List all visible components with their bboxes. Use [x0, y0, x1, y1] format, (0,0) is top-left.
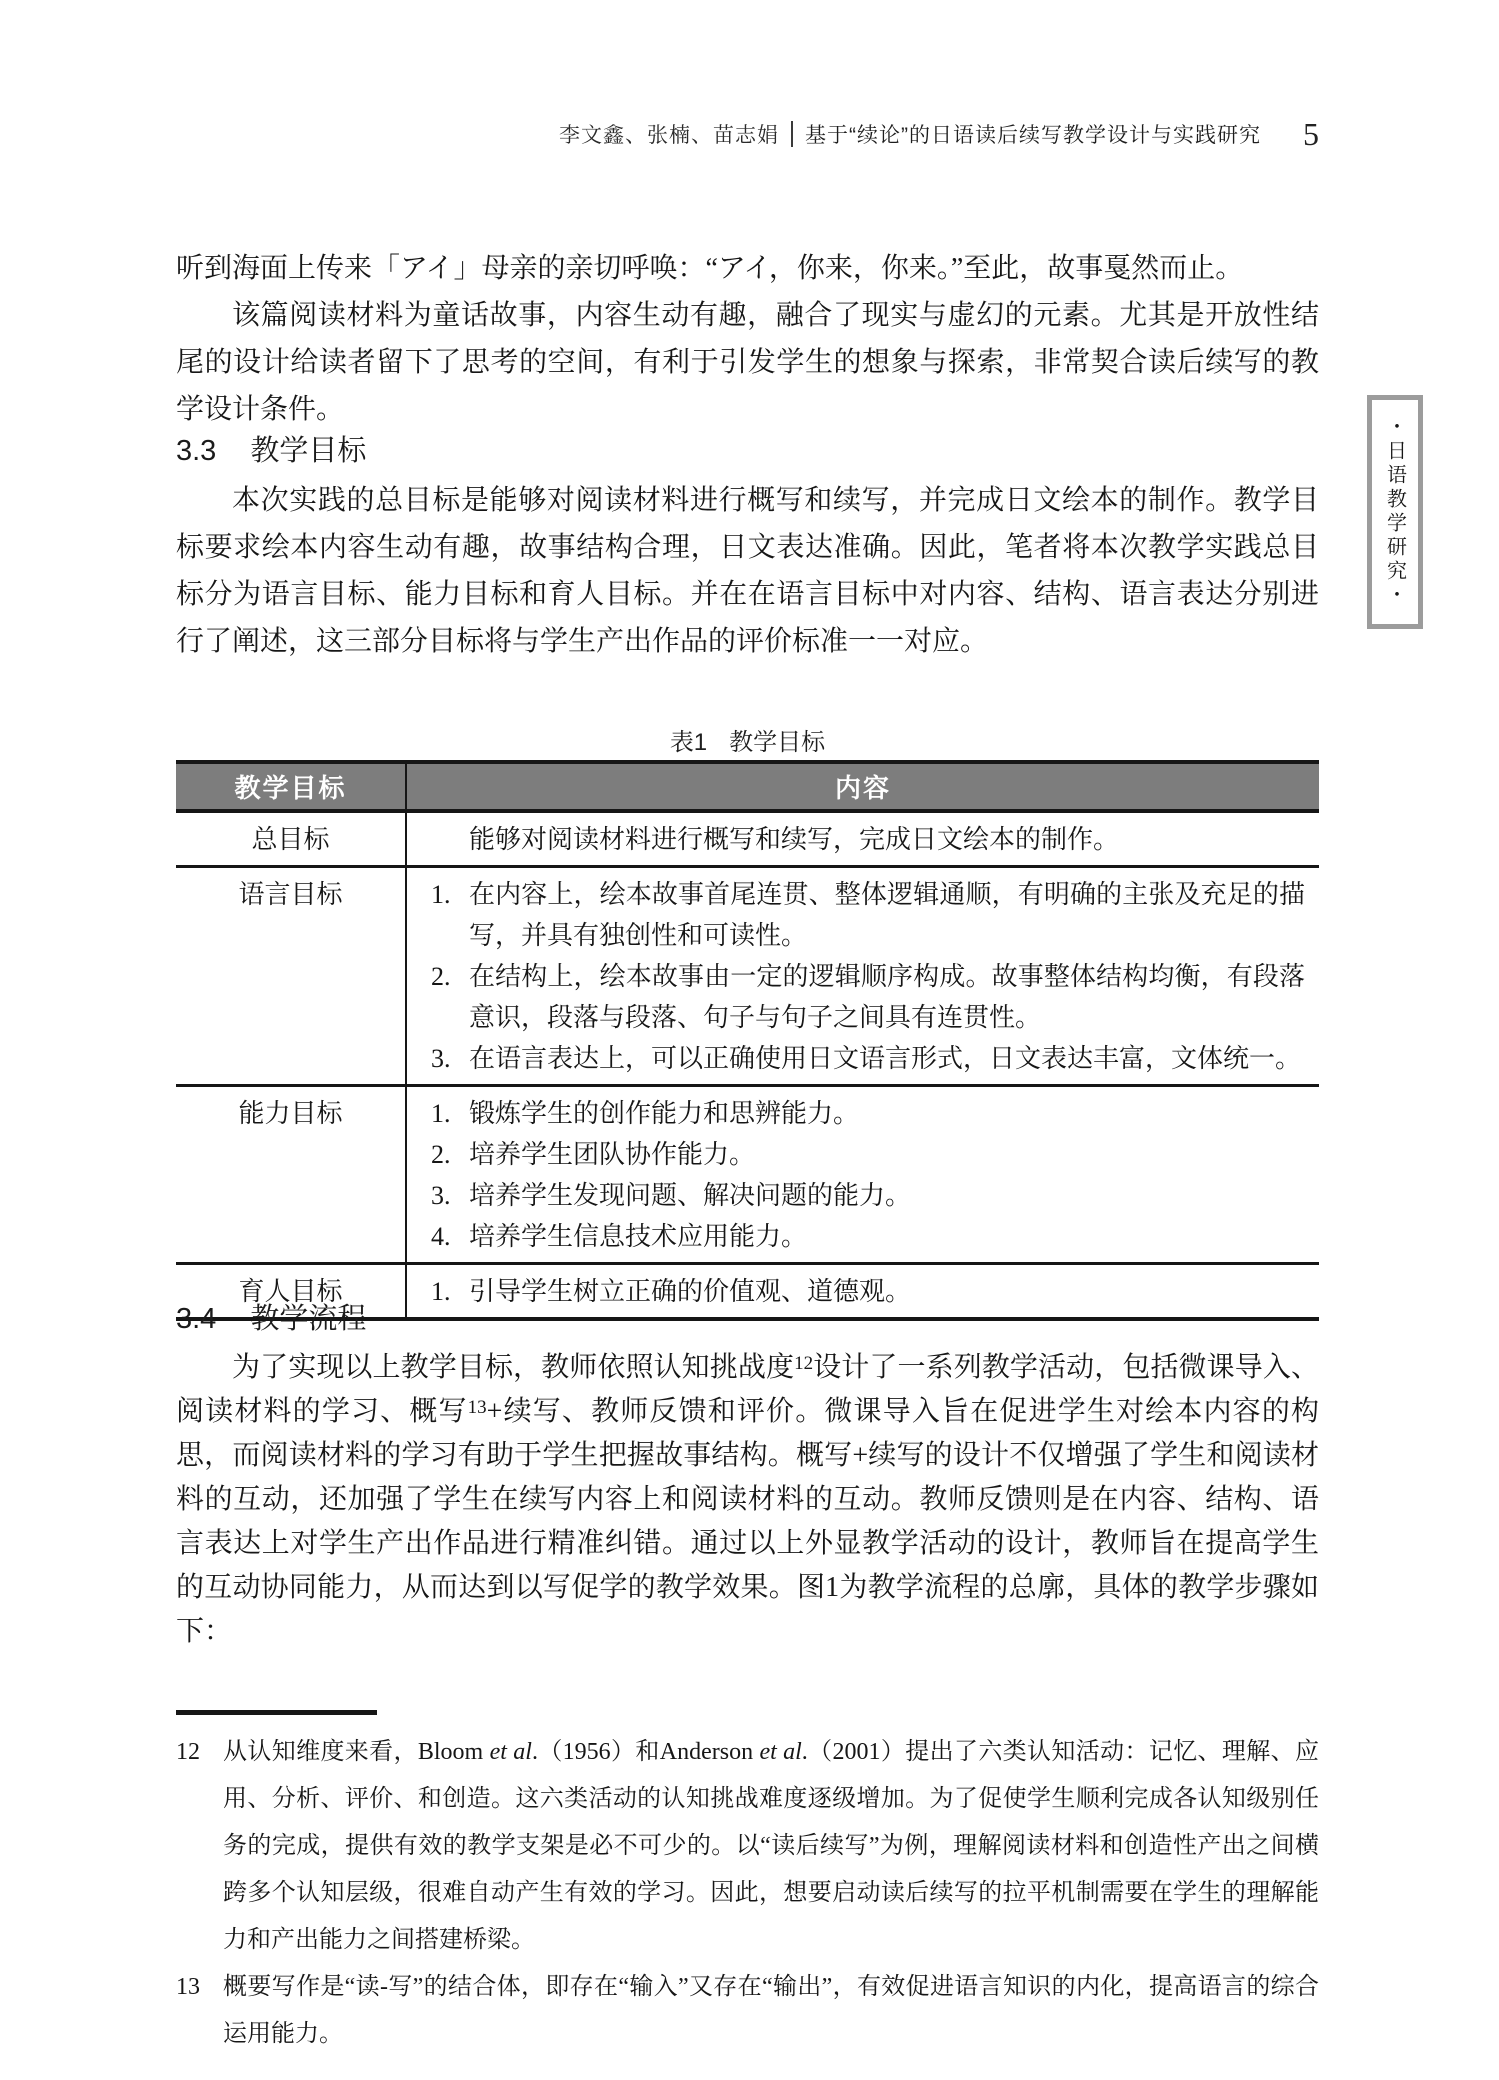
text-run: 概要写作是“读-写”的结合体，即存在“输入”又存在“输出”，有效促进语言知识的内化，提高语言的综合运用能力。	[223, 1974, 1319, 2047]
content-item	[431, 1134, 1305, 1175]
paragraph-reading-material: 该篇阅读材料为童话故事，内容生动有趣，融合了现实与虚幻的元素。尤其是开放性结尾的设计给读者留下了思考的空间，有利于引发学生的想象与探索，非常契合读后续写的教学设计条件。	[176, 300, 1319, 425]
item-number: 1.	[431, 880, 451, 909]
text-run: .（1956）和Anderson	[531, 1739, 760, 1765]
table-row	[176, 868, 1319, 1087]
item-number: 1.	[431, 1277, 451, 1306]
intro-paragraphs	[176, 245, 1319, 433]
footnote-marker: 12	[794, 1353, 814, 1374]
footnote-number: 12	[176, 1739, 200, 1765]
objectives-table	[176, 760, 1319, 1321]
footnote-separator	[176, 1710, 377, 1715]
footnote-text	[223, 1964, 1319, 2058]
table-caption-title: 教学目标	[729, 729, 826, 756]
table-row	[176, 1087, 1319, 1265]
table-caption-label: 表1	[669, 729, 708, 756]
item-text: 锻炼学生的创作能力和思辨能力。	[469, 1099, 860, 1128]
row-goal-label: 能力目标	[176, 1087, 407, 1262]
item-number: 3.	[431, 1181, 451, 1210]
footnote-marker: 13	[467, 1397, 487, 1418]
item-number: 4.	[431, 1222, 451, 1251]
item-text: 在结构上，绘本故事由一定的逻辑顺序构成。故事整体结构均衡，有段落意识，段落与段落、句子与句子之间具有连贯性。	[469, 962, 1305, 1032]
paragraph-teaching-process	[176, 1346, 1319, 1654]
content-item	[431, 1038, 1305, 1079]
row-goal-label: 总目标	[176, 813, 407, 865]
item-number	[431, 819, 469, 860]
section-number: 3.3	[176, 435, 217, 467]
item-text: 在语言表达上，可以正确使用日文语言形式，日文表达丰富，文体统一。	[469, 1044, 1302, 1073]
journal-section-tab	[1367, 395, 1423, 629]
row-goal-label: 语言目标	[176, 868, 407, 1084]
row-content-cell	[407, 868, 1319, 1084]
item-text: 引导学生树立正确的价值观、道德观。	[469, 1277, 912, 1306]
text-run: 设计了一系列教学活动，包括微课导入、阅读材料的学习、概写	[176, 1352, 1319, 1427]
section-heading-3-4	[176, 1302, 1319, 1336]
row-content-cell	[407, 1087, 1319, 1262]
item-number: 2.	[431, 1140, 451, 1169]
text-run: 从认知维度来看，Bloom	[223, 1739, 490, 1765]
item-text: 培养学生信息技术应用能力。	[469, 1222, 808, 1251]
content-item	[431, 819, 1305, 860]
text-run: 为了实现以上教学目标，教师依照认知挑战度	[232, 1352, 795, 1383]
section-title: 教学流程	[250, 1303, 367, 1335]
text-run: et al	[489, 1739, 532, 1765]
section-3-4-body	[176, 1346, 1319, 1654]
content-item	[431, 874, 1305, 956]
page-number: 5	[1303, 116, 1319, 152]
content-item	[431, 1175, 1305, 1216]
footnote-number: 13	[176, 1974, 200, 2000]
row-goal-label: 育人目标	[176, 1265, 407, 1317]
table-header-content: 内容	[834, 773, 891, 803]
section-3-3-body	[176, 477, 1319, 665]
footnote-text	[223, 1729, 1319, 1964]
row-content-cell	[407, 813, 1319, 865]
header-authors: 李文鑫、张楠、苗志娟	[559, 123, 779, 147]
footnote	[176, 1729, 1319, 1964]
item-text: 在内容上，绘本故事首尾连贯、整体逻辑通顺，有明确的主张及充足的描写，并具有独创性和可读性。	[469, 880, 1305, 950]
table-header-goal: 教学目标	[176, 764, 407, 809]
header-divider	[791, 121, 793, 147]
header-article-title: 基于“续论”的日语读后续写教学设计与实践研究	[805, 124, 1261, 147]
table-caption	[176, 722, 1319, 757]
running-head	[176, 118, 1319, 150]
footnotes	[176, 1729, 1319, 2058]
section-number: 3.4	[176, 1303, 217, 1335]
item-number: 2.	[431, 962, 451, 991]
item-text: 培养学生团队协作能力。	[469, 1140, 756, 1169]
paragraph-objectives: 本次实践的总目标是能够对阅读材料进行概写和续写，并完成日文绘本的制作。教学目标要求绘本内容生动有趣，故事结构合理，日文表达准确。因此，笔者将本次教学实践总目标分为语言目标、能力目标和育人目标。并在在语言目标中对内容、结构、语言表达分别进行了阐述，这三部分目标将与学生产出作品的评价标准一一对应。	[176, 485, 1319, 657]
item-text: 能够对阅读材料进行概写和续写，完成日文绘本的制作。	[469, 825, 1120, 854]
table-row	[176, 813, 1319, 868]
table-header-row	[176, 764, 1319, 813]
text-run: .（2001）提出了六类认知活动：记忆、理解、应用、分析、评价、和创造。这六类活动的认知挑战难度逐级增加。为了促使学生顺利完成各认知级别任务的完成，提供有效的教学支架是必不可少的。以“读后续写”为例，理解阅读材料和创造性产出之间横跨多个认知层级，很难自动产生有效的学习。因此，想要启动读后续写的拉平机制需要在学生的理解能力和产出能力之间搭建桥梁。	[223, 1739, 1319, 1953]
text-run: et al	[759, 1739, 802, 1765]
item-text: 培养学生发现问题、解决问题的能力。	[469, 1181, 912, 1210]
item-number: 3.	[431, 1044, 451, 1073]
section-title: 教学目标	[250, 435, 367, 467]
paragraph-continuation: 听到海面上传来「アイ」母亲的亲切呼唤：“アイ，你来，你来。”至此，故事戛然而止。	[176, 253, 1244, 284]
content-item	[431, 1216, 1305, 1257]
text-run: +续写、教师反馈和评价。微课导入旨在促进学生对绘本内容的构思，而阅读材料的学习有助于学生把握故事结构。概写+续写的设计不仅增强了学生和阅读材料的互动，还加强了学生在续写内容上和阅读材料的互动。教师反馈则是在内容、结构、语言表达上对学生产出作品进行精准纠错。通过以上外显教学活动的设计，教师旨在提高学生的互动协同能力，从而达到以写促学的教学效果。图1为教学流程的总廓，具体的教学步骤如下：	[176, 1396, 1319, 1647]
section-heading-3-3	[176, 434, 1319, 468]
content-item	[431, 956, 1305, 1038]
footnote	[176, 1964, 1319, 2058]
journal-section-label: ・日语教学研究・	[1383, 416, 1406, 608]
item-number: 1.	[431, 1099, 451, 1128]
content-item	[431, 1093, 1305, 1134]
table-body	[176, 813, 1319, 1317]
